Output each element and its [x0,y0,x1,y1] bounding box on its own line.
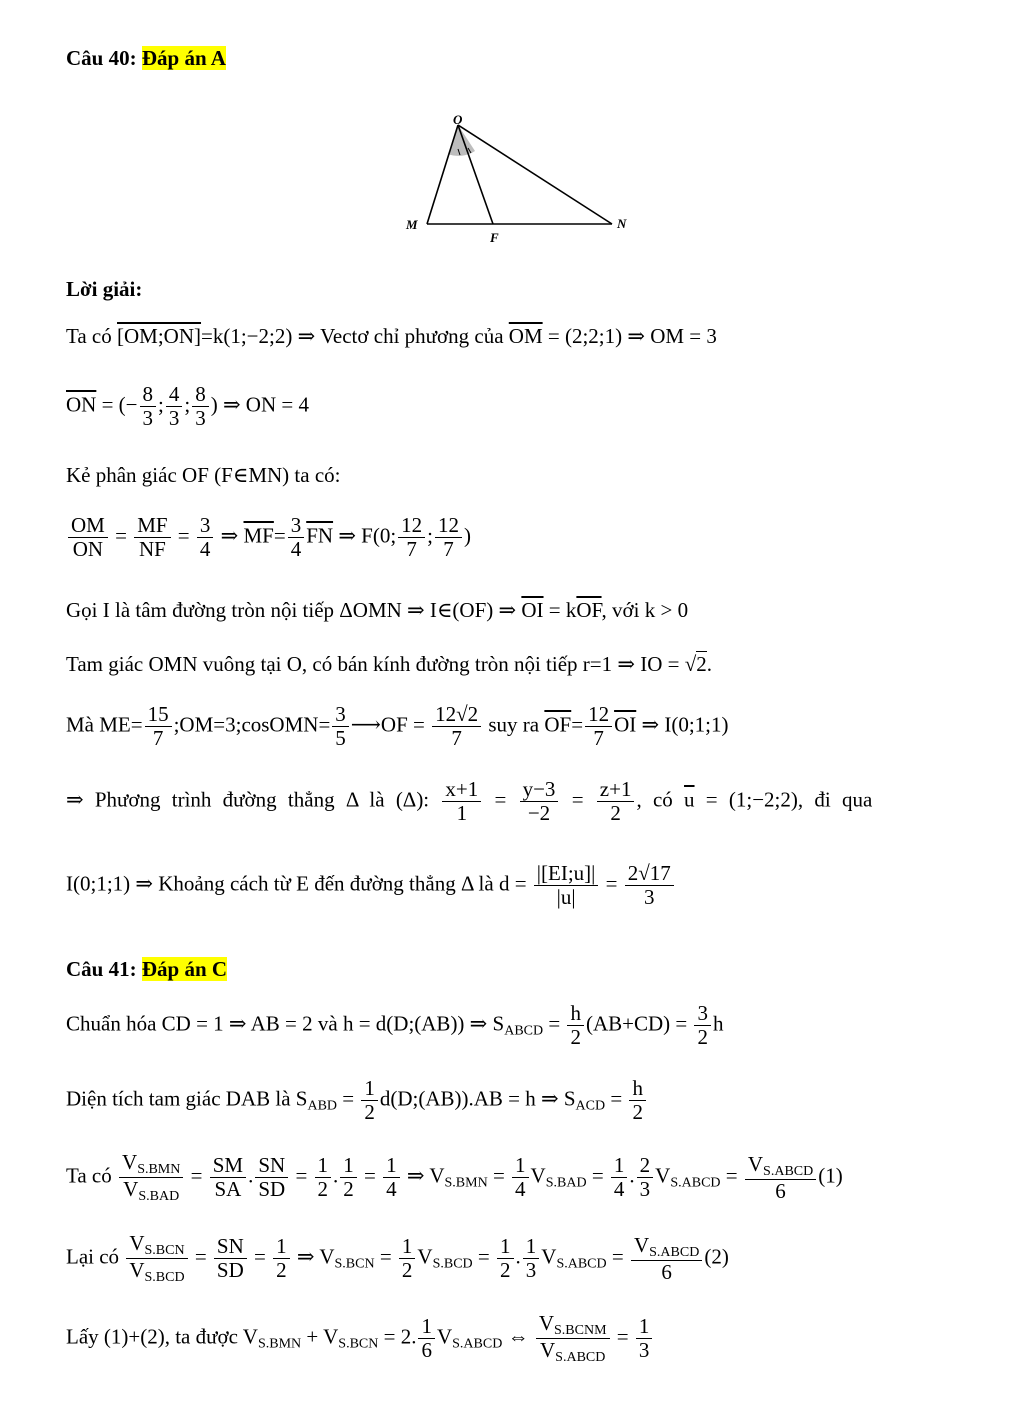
label-F: F [490,230,499,245]
label-M: M [406,217,418,232]
sol-line-3: Kẻ phân giác OF (F∈MN) ta có: [66,463,341,487]
sol-line-5: Gọi I là tâm đường tròn nội tiếp ΔOMN ⇒ I∈(OF) ⇒ $\overline{OI} = k\overline{OF}$, với k > 0 [66,598,689,622]
sol41-line-5: Lấy (1)+(2), ta được $V_{S.BMN} + V_{S.BCN} = 2$. $\frac{1}{6}$ $V_{S.ABCD}$ ⇔ $\frac{V_{S.BCNM}}{V_{S.ABCD}}$ = $\frac{1}{3}$ [66,1312,654,1366]
question-label: Câu 40: [66,46,137,70]
question-41-header [66,957,227,982]
sol-line-1: Ta có [OM;ON]=k(1;−2;2) ⇒ Vectơ chỉ phương của $\overline{OM}$ = (2;2;1) ⇒ OM = 3 [66,324,717,348]
sol-line-9: I(0;1;1) ⇒ Khoảng cách từ E đến đường thẳng Δ là d = $\frac{|[EI;u]|}{|u|}$ = $\frac{2√17}{3}$ [66,862,676,909]
solution-title: Lời giải: [66,277,143,301]
sol41-line-4: Lại có $\frac{V_{S.BCN}}{V_{S.BCD}}$ = $\frac{SN}{SD}$ = $\frac{1}{2}$ ⇒ $V_{S.BCN}$ = $\frac{1}{2}$ $V_{S.BCD}$ = $\frac{1}{2}$ . $\frac{1}{3}$ $V_{S.ABCD}$ = $\frac{V_{S.ABCD}}{6}$ (2) [66,1231,729,1286]
sol41-line-2: Diện tích tam giác DAB là $S_{ABD}$ = $\frac{1}{2}$ d(D;(AB)).AB = h ⇒ $S_{ACD}$ = $\frac{h}{2}$ [66,1077,648,1124]
sol-line-8: ⇒ Phương trình đường thẳng Δ là (Δ): $\frac{x+1}{1}$ = $\frac{y-3}{-2}$ = $\frac{z+1}{2}$ , có $\overline{u}$ = (1;−2;2), đi qua [66,777,873,826]
answer-highlight: Đáp án A [141,46,226,70]
label-N: N [617,216,627,231]
sol-line-6: Tam giác OMN vuông tại O, có bán kính đường tròn nội tiếp r=1 ⇒ IO = √2. [66,652,712,676]
sol-line-2: $\overline{ON}$ = (− $\frac{8}{3}$ ; $\frac{4}{3}$ ; $\frac{8}{3}$ ) ⇒ ON = 4 [66,382,309,431]
sol-line-4: $\frac{OM}{ON}$ = $\frac{MF}{NF}$ = $\frac{3}{4}$ ⇒ $\overline{MF}=$ $\frac{3}{4}$ $\overline{FN}$ ⇒ F(0; $\frac{12}{7}$ ; $\frac{12}{7}$ ) [66,514,471,561]
answer-highlight: Đáp án C [141,957,228,981]
question-label: Câu 41: [66,957,137,981]
sol41-line-1: Chuẩn hóa CD = 1 ⇒ AB = 2 và h = d(D;(AB)) ⇒ $S_{ABCD}$ = $\frac{h}{2}$ (AB+CD) = $\frac{3}{2}$ h [66,1001,724,1050]
sol41-line-3: Ta có $\frac{V_{S.BMN}}{V_{S.BAD}}$ = $\frac{SM}{SA}$ . $\frac{SN}{SD}$ = $\frac{1}{2}$ . $\frac{1}{2}$ = $\frac{1}{4}$ ⇒ $V_{S.BMN}$ = $\frac{1}{4}$ $V_{S.BAD}$ = $\frac{1}{4}$ . $\frac{2}{3}$ $V_{S.ABCD}$ = $\frac{V_{S.ABCD}}{6}$ (1) [66,1150,843,1205]
question-40-header [66,46,226,71]
triangle-figure [400,112,640,247]
label-O: O [453,112,463,127]
sol-line-7: Mà ME= $\frac{15}{7}$ ;OM=3;cosOMN= $\frac{3}{5}$ ⟶OF = $\frac{12√2}{7}$ suy ra $\overline{OF}=$ $\frac{12}{7}$ $\overline{OI}$ ⇒ I(0;1;1) [66,702,729,751]
